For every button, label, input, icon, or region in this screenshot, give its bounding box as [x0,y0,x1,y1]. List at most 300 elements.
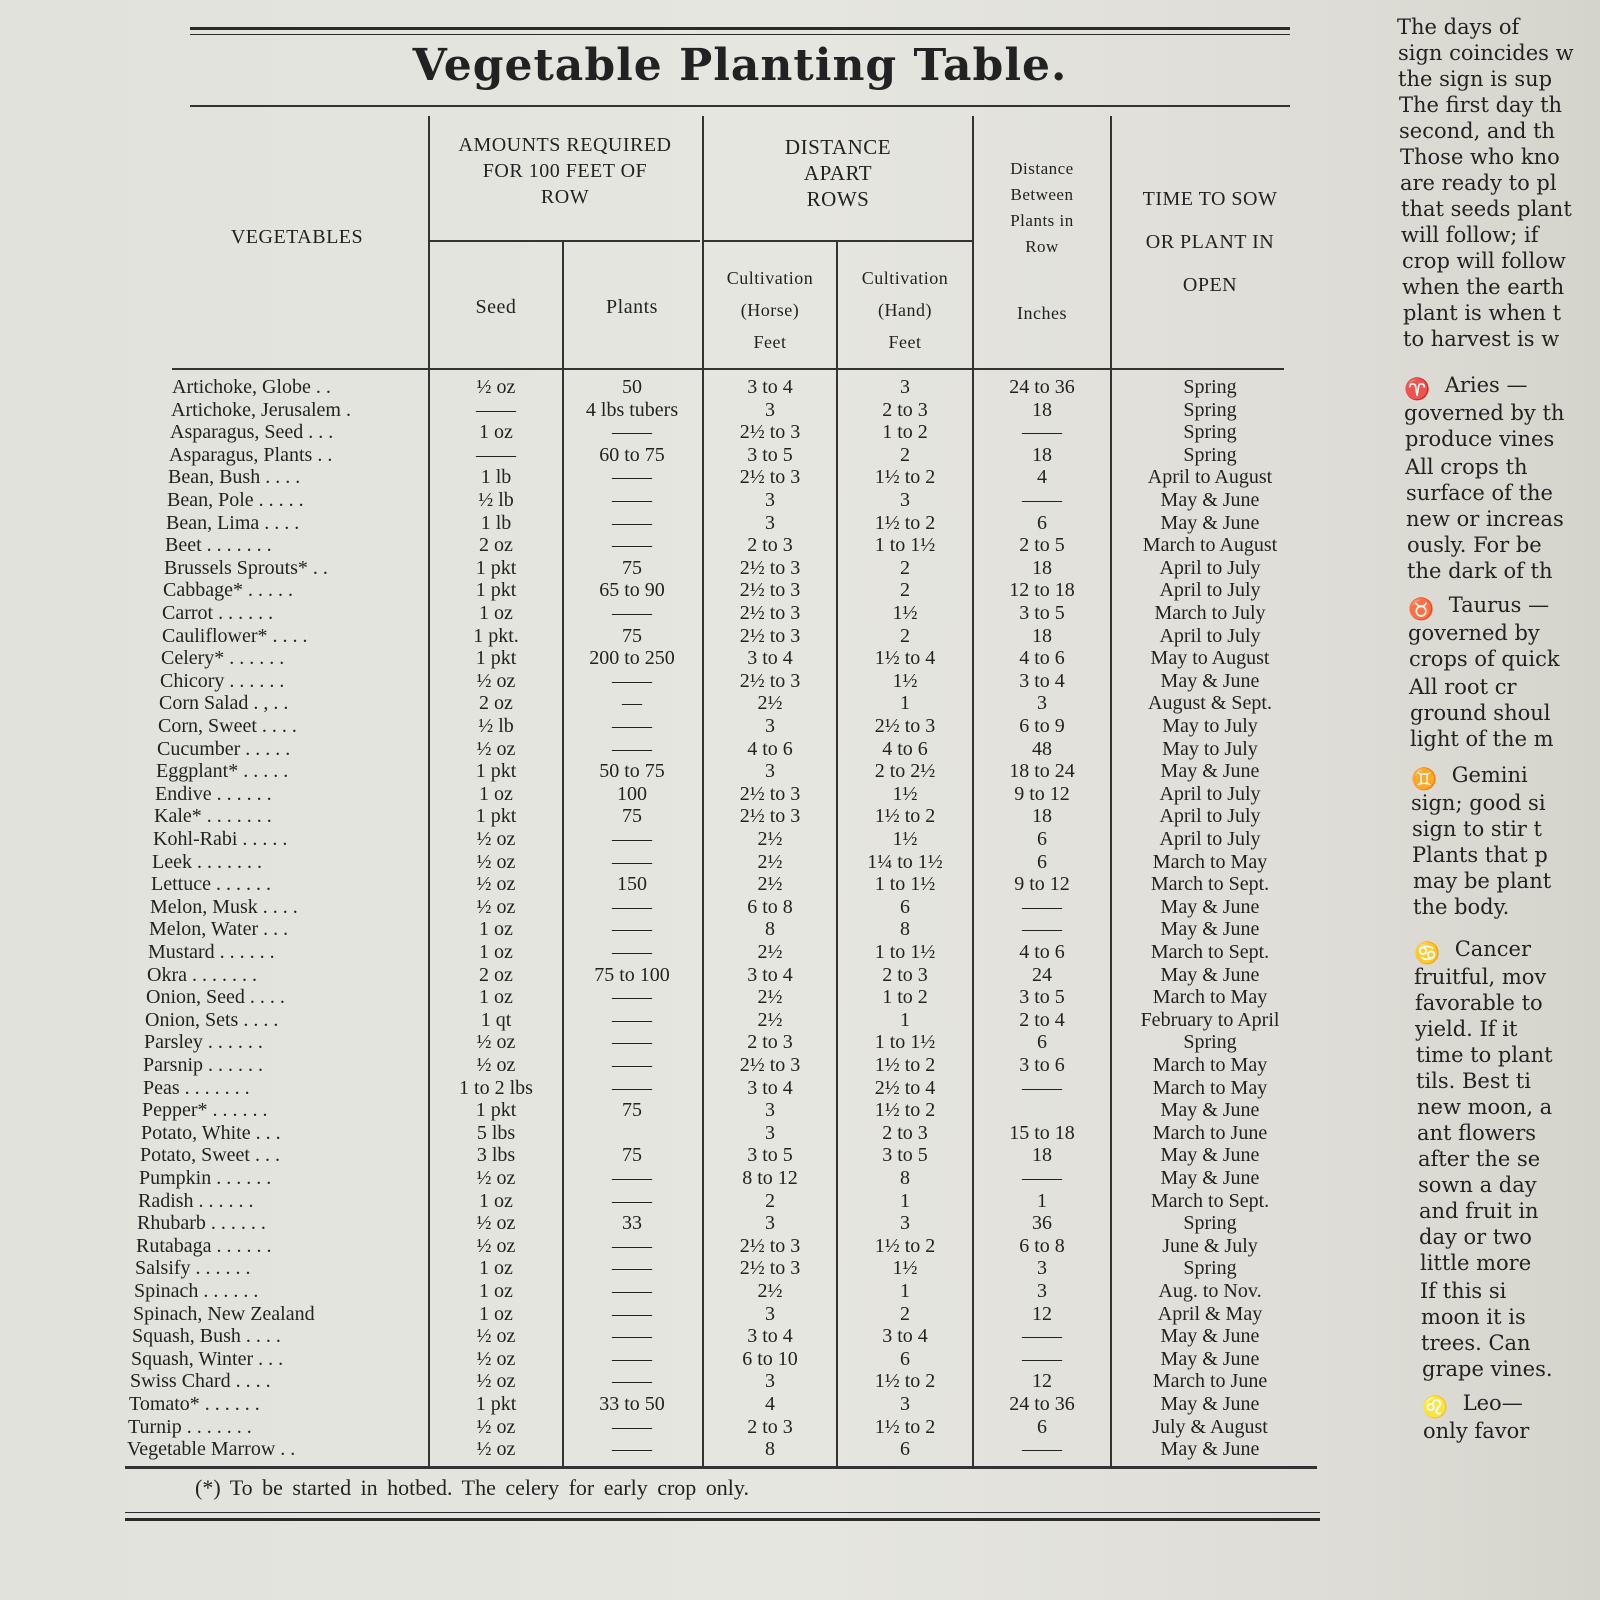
cell-time: August & Sept. [1148,692,1272,715]
cell-time: May & June [1160,918,1260,941]
side-text: only favor [1423,1419,1530,1443]
cell-vegetable: Rutabaga . . . . . . [136,1234,272,1257]
table-row [120,1325,1320,1347]
cell-seed: 1 pkt. [473,624,519,647]
cell-time: May & June [1160,669,1260,692]
cell-between: —— [1022,489,1062,511]
cell-time: May to July [1162,715,1258,737]
cell-plants: —— [612,1257,652,1280]
side-text: ously. For be [1407,533,1542,557]
cell-plants: 75 [622,556,642,579]
cell-between: 18 [1032,398,1052,421]
side-text: ant flowers [1417,1121,1537,1145]
cell-seed: 1 oz [479,1257,513,1280]
table-row [120,964,1320,986]
cell-vegetable: Mustard . . . . . . [148,941,275,963]
cell-between: 18 to 24 [1009,760,1075,783]
cell-hand: 8 [900,918,910,941]
cell-vegetable: Swiss Chard . . . . [130,1370,271,1393]
cell-plants: —— [612,1302,652,1325]
side-text: trees. Can [1421,1331,1531,1355]
side-text-line [1408,620,1540,646]
side-text-line [1405,426,1554,452]
cell-between: 3 [1037,1280,1047,1302]
lion-icon: ♌ [1422,1394,1449,1419]
cell-plants: —— [612,1008,652,1031]
cell-time: May to July [1162,737,1258,760]
side-text: fruitful, mov [1414,965,1547,989]
cell-seed: ½ oz [476,376,516,398]
cell-seed: 3 lbs [476,1144,516,1167]
cell-seed: 1 oz [479,1302,513,1325]
cell-plants: —— [612,918,652,941]
header-top-rule [190,105,1290,107]
side-text-line [1414,964,1546,990]
cell-seed: 1 to 2 lbs [459,1076,533,1099]
cell-horse: 2 [765,1189,775,1212]
cell-seed: 1 lb [480,466,512,489]
cell-vegetable: Artichoke, Jerusalem . [171,398,351,421]
cell-seed: ½ lb [478,489,514,511]
side-text-line [1421,1304,1526,1330]
table-row [120,1099,1320,1121]
table-row [120,399,1320,421]
cell-between: 4 to 6 [1019,647,1065,670]
cell-horse: 3 [765,760,775,783]
cell-horse: 2½ to 3 [739,1234,801,1257]
cell-plants: 100 [617,782,647,805]
cell-hand: 6 [900,1347,910,1370]
cell-hand: 1 [900,1280,910,1302]
cell-vegetable: Tomato* . . . . . . [129,1393,260,1415]
table-row [120,376,1320,398]
cell-time: May & June [1160,895,1260,918]
cell-between: 6 [1037,1031,1047,1054]
cell-horse: 6 to 8 [747,895,793,918]
cell-hand: 1½ [892,828,918,850]
cell-seed: ½ oz [476,1370,516,1393]
cell-seed: ½ oz [476,1438,516,1461]
header-amounts [430,132,700,210]
cell-vegetable: Leek . . . . . . . [152,850,262,873]
side-text-line [1402,274,1564,300]
cell-horse: 2½ [757,850,783,873]
cell-between: 3 to 6 [1019,1054,1065,1076]
cell-between: —— [1022,421,1062,444]
cell-plants: 50 [622,376,642,398]
cell-plants: —— [612,1370,652,1393]
cell-between: 6 [1037,511,1047,534]
table-row [120,1190,1320,1212]
side-text: when the earth [1402,275,1565,299]
cell-time: Spring [1183,376,1237,398]
side-text-line [1400,170,1557,196]
bottom-rule [125,1512,1320,1513]
side-text: time to plant [1416,1043,1553,1067]
side-text-line [1407,558,1553,584]
cell-vegetable: Rhubarb . . . . . . [137,1212,266,1235]
cell-between: 24 [1032,963,1052,986]
cell-time: April to July [1159,828,1261,850]
side-text-line [1398,40,1574,66]
cell-hand: 1½ [892,669,918,692]
table-row [120,534,1320,556]
cell-horse: 2½ to 3 [739,624,801,647]
side-text-line [1399,118,1555,144]
cell-vegetable: Asparagus, Plants . . [169,443,333,466]
table-row [120,625,1320,647]
header-horse [704,262,836,358]
cell-horse: 2½ to 3 [739,466,801,489]
side-text-line [1415,1016,1517,1042]
side-text-line [1409,646,1560,672]
cell-vegetable: Onion, Sets . . . . [145,1008,279,1031]
cell-horse: 3 [765,1302,775,1325]
cell-horse: 8 [765,918,775,941]
cell-between: 4 to 6 [1019,941,1065,963]
cell-hand: 1 [900,1008,910,1031]
cell-seed: ½ oz [476,1054,516,1076]
header-plants: Plants [606,296,658,318]
cell-time: March to May [1152,1054,1268,1076]
table-bottom-rule [125,1466,1317,1469]
header-inches: Inches [1017,303,1067,323]
top-rule-thin [190,34,1290,35]
cell-hand: 1½ [892,782,918,805]
cell-seed: ½ oz [476,873,516,896]
cell-time: March to August [1142,534,1278,557]
cell-hand: 1½ to 2 [874,805,936,828]
cell-seed: ½ oz [476,895,516,918]
cell-horse: 2 to 3 [747,1415,793,1438]
cell-plants: —— [612,850,652,873]
cell-time: May & June [1160,1325,1260,1348]
table-row [120,1144,1320,1166]
side-text-line [1404,372,1528,401]
cell-seed: 1 oz [479,602,513,624]
table-row [120,1167,1320,1189]
cell-time: June & July [1162,1234,1258,1257]
cell-vegetable: Potato, Sweet . . . [140,1144,280,1167]
cell-seed: ½ oz [476,737,516,760]
side-text-line [1422,1356,1553,1382]
header-between [974,156,1110,260]
cell-time: March to June [1152,1121,1268,1144]
cell-horse: 4 to 6 [747,737,793,760]
cell-hand: 3 [900,1393,910,1415]
side-text-line [1404,400,1564,426]
table-row [120,851,1320,873]
cell-time: April to July [1159,805,1261,828]
table-row [120,828,1320,850]
cell-hand: 1½ [892,602,918,624]
cell-plants: 33 to 50 [599,1393,665,1415]
header-vegetables: VEGETABLES [230,226,364,248]
side-text: yield. If it [1415,1017,1518,1041]
subheader-rule [428,240,700,242]
cell-vegetable: Carrot . . . . . . [162,602,274,624]
header-seed: Seed [475,296,517,318]
side-text-line [1403,300,1561,326]
cell-plants: 150 [617,873,647,896]
cell-time: March to Sept. [1150,873,1270,896]
cell-vegetable: Parsnip . . . . . . [143,1054,263,1076]
side-text: may be plant [1413,869,1552,893]
side-text-line [1411,762,1528,791]
cell-time: May & June [1160,489,1260,511]
cell-between: 24 to 36 [1009,1393,1075,1415]
cell-seed: —— [476,398,516,421]
side-text-line [1412,842,1548,868]
cell-between: 4 [1037,466,1047,489]
side-text-line [1402,248,1566,274]
cell-plants: —— [612,737,652,760]
side-text: sign coincides w [1398,41,1574,65]
cell-between: 6 to 9 [1019,715,1065,737]
cell-horse: 2 to 3 [747,1031,793,1054]
table-row [120,1280,1320,1302]
side-text-line [1419,1224,1532,1250]
side-text: Leo— [1462,1391,1523,1415]
header-time [1112,178,1308,307]
cell-vegetable: Bean, Pole . . . . . [167,489,304,511]
table-row [120,715,1320,737]
cell-seed: 1 lb [480,511,512,534]
side-text: to harvest is w [1403,327,1560,351]
cell-between: 48 [1032,737,1052,760]
side-text: Cancer [1454,937,1532,961]
cell-seed: ½ oz [476,1167,516,1189]
cell-between: 18 [1032,556,1052,579]
cell-seed: 1 pkt [475,556,517,579]
table-row [120,692,1320,714]
table-row [120,918,1320,940]
cell-plants: —— [612,1438,652,1461]
cell-vegetable: Cucumber . . . . . [157,737,291,760]
cell-plants: —— [612,1280,652,1302]
cell-plants: —— [612,1054,652,1076]
cell-plants: —— [612,895,652,918]
side-text: All root cr [1409,675,1517,699]
cell-horse: 2½ to 3 [739,602,801,624]
cell-seed: 2 oz [479,692,513,715]
table-row [120,738,1320,760]
cell-vegetable: Bean, Bush . . . . [168,466,301,489]
cell-horse: 3 to 5 [747,443,793,466]
cell-hand: 4 to 6 [882,737,928,760]
cell-hand: 1½ to 2 [874,1370,936,1393]
cell-seed: ½ oz [476,1325,516,1348]
cell-time: Spring [1183,1031,1237,1054]
header-hand-line: Feet [888,332,922,352]
cell-between: 12 [1032,1302,1052,1325]
side-text-line [1403,326,1559,352]
header-amounts-line: ROW [540,186,590,208]
header-hand-line: (Hand) [878,300,932,320]
side-text: and fruit in [1419,1199,1539,1223]
cell-hand: 1½ to 2 [874,1099,936,1122]
cell-hand: 1 to 1½ [874,941,936,963]
side-text: the dark of th [1407,559,1553,583]
cell-horse: 3 [765,1099,775,1122]
cell-vegetable: Parsley . . . . . . [144,1031,263,1054]
side-text: sown a day [1418,1173,1537,1197]
cell-horse: 2½ to 3 [739,421,801,444]
cell-between: 6 to 8 [1019,1234,1065,1257]
side-text-line [1410,726,1554,752]
cell-time: Spring [1183,443,1237,466]
cell-horse: 2½ [757,1008,783,1031]
side-text: governed by [1408,621,1540,645]
cell-between: 6 [1037,828,1047,850]
cell-seed: ½ oz [476,1212,516,1235]
cell-horse: 2½ to 3 [739,556,801,579]
cell-hand: 3 to 5 [882,1144,928,1167]
side-text: produce vines [1405,427,1555,451]
table-row [120,783,1320,805]
cell-seed: ½ oz [476,1347,516,1370]
cell-horse: 2½ to 3 [739,669,801,692]
cell-plants: 65 to 90 [599,579,665,602]
cell-seed: ½ oz [476,828,516,850]
ram-icon: ♈ [1404,376,1431,401]
cell-seed: 2 oz [479,534,513,557]
side-text: the sign is sup [1398,67,1553,91]
cell-horse: 3 [765,715,775,737]
cell-plants: 50 to 75 [599,760,665,783]
cell-time: Spring [1183,1212,1237,1235]
cell-horse: 2½ [757,1280,783,1302]
cell-vegetable: Kale* . . . . . . . [154,805,272,828]
header-bottom-rule [172,368,1284,370]
cell-horse: 4 [765,1393,775,1415]
table-row [120,1235,1320,1257]
cell-seed: 1 pkt [475,1099,517,1122]
cell-between: —— [1022,918,1062,941]
cell-hand: 2 [900,579,910,602]
side-text: plant is when t [1403,301,1562,325]
cell-horse: 2½ [757,873,783,896]
side-text-line [1407,532,1542,558]
table-row [120,1348,1320,1370]
cell-horse: 2 to 3 [747,534,793,557]
cell-vegetable: Endive . . . . . . [155,782,272,805]
cell-seed: ½ oz [476,1031,516,1054]
cell-hand: 6 [900,895,910,918]
header-time-line: OR PLANT IN [1145,231,1275,253]
side-text: second, and th [1399,119,1556,143]
side-text-line [1398,66,1552,92]
cell-seed: 1 oz [479,941,513,963]
cell-between: 18 [1032,624,1052,647]
cell-vegetable: Salsify . . . . . . [135,1257,251,1280]
cell-vegetable: Squash, Bush . . . . [132,1325,281,1348]
header-between-line: Distance [1010,159,1074,178]
cell-between: —— [1022,1076,1062,1099]
cell-time: April to July [1159,556,1261,579]
side-text-line [1409,674,1517,700]
side-text: Gemini [1451,763,1528,787]
cell-hand: 1 to 2 [882,986,928,1009]
cell-vegetable: Cauliflower* . . . . [162,624,308,647]
cell-horse: 3 [765,1121,775,1144]
cell-horse: 2½ [757,941,783,963]
cell-horse: 8 to 12 [742,1167,798,1189]
cell-plants: —— [612,669,652,692]
cell-plants: —— [612,1347,652,1370]
table-row [120,1212,1320,1234]
cell-vegetable: Lettuce . . . . . . [151,873,271,896]
side-text: tils. Best ti [1416,1069,1531,1093]
cell-time: February to April [1140,1008,1280,1031]
cell-plants: —— [612,534,652,557]
side-text: sign; good si [1411,791,1546,815]
cell-between: 2 to 4 [1019,1008,1065,1031]
bottom-rule-thick [125,1518,1320,1521]
side-text: crop will follow [1402,249,1566,273]
cell-seed: 1 oz [479,918,513,941]
header-horse-line: Cultivation [726,268,814,288]
cell-horse: 2½ to 3 [739,782,801,805]
side-text-line [1406,506,1564,532]
cell-horse: 3 [765,1212,775,1235]
cell-seed: ½ oz [476,1415,516,1438]
cell-between: 2 to 5 [1019,534,1065,557]
cell-between: 15 to 18 [1009,1121,1075,1144]
cell-time: May & June [1160,1393,1260,1415]
side-text-line [1417,1094,1552,1120]
cell-vegetable: Chicory . . . . . . [160,669,285,692]
cell-plants: —— [612,466,652,489]
cell-hand: 1½ to 2 [874,466,936,489]
side-text-line [1413,894,1509,920]
header-between-line: Row [1025,237,1059,256]
cell-vegetable: Squash, Winter . . . [131,1347,284,1370]
cell-seed: ½ oz [476,1234,516,1257]
header-between-line: Plants in [1010,211,1074,230]
cell-between: 18 [1032,443,1052,466]
table-row [120,805,1320,827]
table-row [120,1054,1320,1076]
table-row [120,1303,1320,1325]
cell-hand: 1 to 2 [882,421,928,444]
side-text-line [1412,816,1542,842]
cell-vegetable: Turnip . . . . . . . [128,1415,252,1438]
side-text: If this si [1420,1279,1507,1303]
table-row [120,670,1320,692]
cell-time: Spring [1183,421,1237,444]
cell-plants: —— [612,1234,652,1257]
cell-between: —— [1022,1325,1062,1348]
cell-hand: 2 [900,556,910,579]
cell-between: 6 [1037,850,1047,873]
side-text: moon it is [1421,1305,1526,1329]
side-text-line [1417,1120,1536,1146]
cell-between: 12 [1032,1370,1052,1393]
cell-time: May & June [1160,1144,1260,1167]
cell-vegetable: Corn Salad . , . . [159,692,289,715]
side-text-line [1400,144,1560,170]
cell-plants: 75 [622,624,642,647]
cell-between: 24 to 36 [1009,376,1075,398]
side-text-line [1419,1198,1539,1224]
cell-plants: —— [612,715,652,737]
table-row [120,1257,1320,1279]
cell-horse: 2½ to 3 [739,1054,801,1076]
cell-plants: —— [612,421,652,444]
header-hand [838,262,972,358]
cell-plants: — [622,692,642,715]
